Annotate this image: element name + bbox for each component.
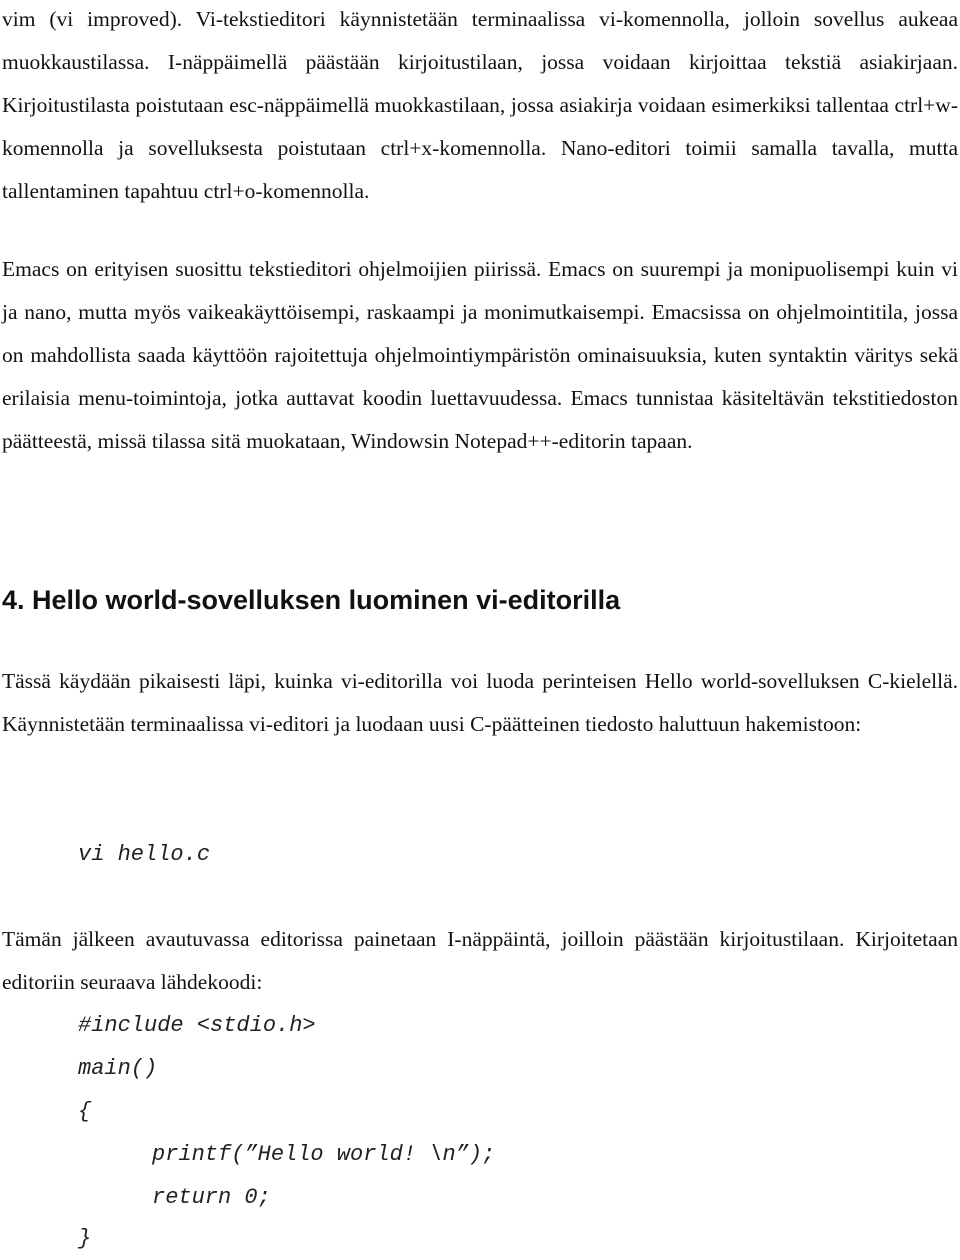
- code-line-open-brace: {: [78, 1099, 92, 1124]
- paragraph-emacs: Emacs on erityisen suosittu tekstieditori ohjelmoijien piirissä. Emacs on suurempi ja monipuolisempi kuin vi ja nano, mutta myös vaikeakäyttöisempi, raskaampi ja monimutkaisempi. Emacsissa on ohjelmointitila, jossa on mahdollista saada käyttöön rajoitettuja ohjelmointiympäristön ominaisuuksia, kuten syntaktin väritys sekä erilaisia menu-toimintoja, jotka auttavat koodin luettavuudessa. Emacs tunnistaa käsiteltävän tekstitiedoston päätteestä, missä tilassa sitä muokataan, Windowsin Notepad++-editorin tapaan.: [2, 257, 958, 453]
- code-line-close-brace: }: [78, 1226, 92, 1251]
- paragraph-editor-instructions: Tämän jälkeen avautuvassa editorissa painetaan I-näppäintä, joilloin päästään kirjoitustilaan. Kirjoitetaan editoriin seuraava lähdekoodi:: [2, 927, 958, 994]
- code-line-return: return 0;: [152, 1185, 271, 1210]
- paragraph-hello-world-intro: Tässä käydään pikaisesti läpi, kuinka vi-editorilla voi luoda perinteisen Hello world-sovelluksen C-kielellä. Käynnistetään terminaalissa vi-editori ja luodaan uusi C-päätteinen tiedosto haluttuun hakemistoon:: [2, 669, 958, 736]
- code-line-printf: printf(”Hello world! \n”);: [152, 1142, 496, 1167]
- paragraph-vi-nano-editors: vim (vi improved). Vi-tekstieditori käynnistetään terminaalissa vi-komennolla, jolloin sovellus aukeaa muokkaustilassa. I-näppäimellä päästään kirjoitustilaan, jossa voidaan kirjoittaa tekstiä asiakirjaan. Kirjoitustilasta poistutaan esc-näppäimellä muokkastilaan, jossa asiakirja voidaan esimerkiksi tallentaa ctrl+w-komennolla ja sovelluksesta poistutaan ctrl+x-komennolla. Nano-editori toimii samalla tavalla, mutta tallentaminen tapahtuu ctrl+o-komennolla.: [2, 7, 958, 203]
- code-line-include: #include <stdio.h>: [78, 1013, 316, 1038]
- section-heading: 4. Hello world-sovelluksen luominen vi-editorilla: [2, 585, 621, 615]
- command-line: vi hello.c: [78, 842, 211, 867]
- code-line-main: main(): [78, 1056, 158, 1081]
